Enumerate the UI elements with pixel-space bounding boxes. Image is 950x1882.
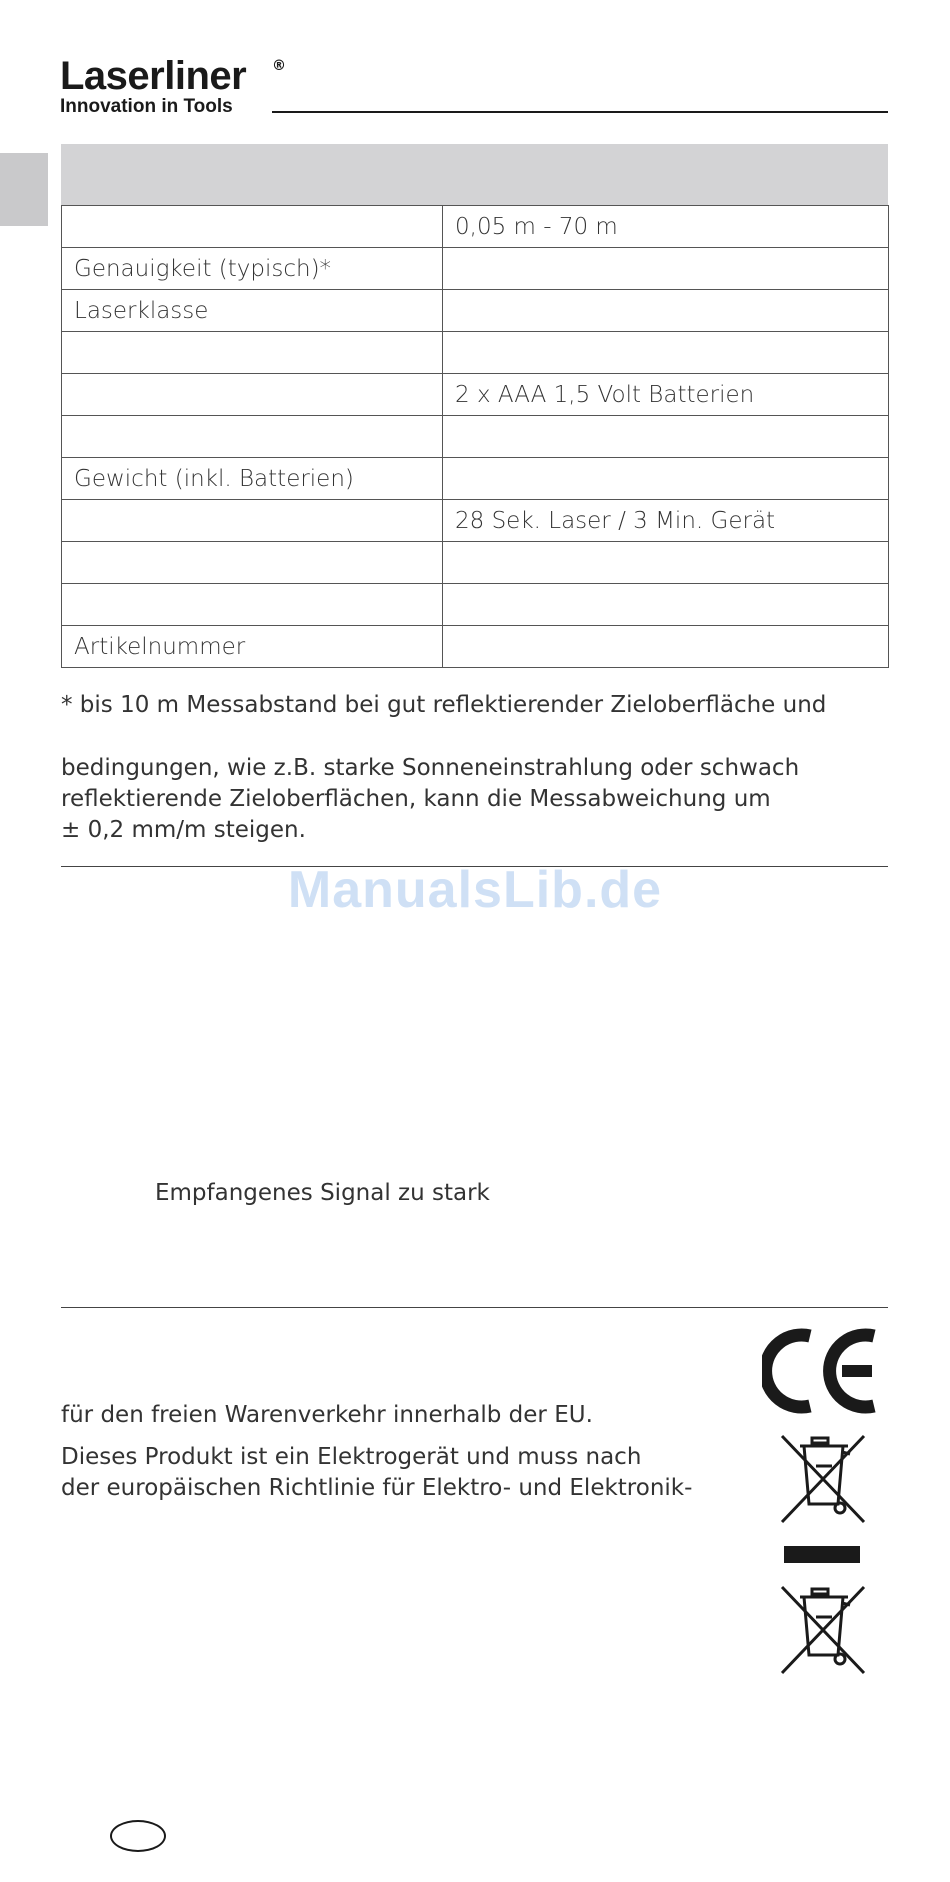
- spec-row: [62, 248, 889, 290]
- language-badge: [110, 1820, 166, 1852]
- spec-value: [443, 542, 889, 584]
- spec-label: Genauigkeit (typisch)*: [62, 248, 443, 290]
- eu-line-2: Dieses Produkt ist ein Elektrogerät und muss nach: [61, 1444, 642, 1470]
- eu-line-3: der europäischen Richtlinie für Elektro- und Elektronik-: [61, 1475, 693, 1501]
- spec-label: [62, 332, 443, 374]
- spec-value: [443, 290, 889, 332]
- spec-label: [62, 206, 443, 248]
- watermark: ManualsLib.de: [287, 861, 663, 919]
- spec-row: [62, 542, 889, 584]
- footnote-line-4: ± 0,2 mm/m steigen.: [61, 817, 306, 843]
- spec-value: [443, 416, 889, 458]
- black-bar: [784, 1546, 860, 1563]
- spec-value: [443, 626, 889, 668]
- error-message: Empfangenes Signal zu stark: [155, 1180, 490, 1206]
- brand-logo: [60, 54, 286, 118]
- spec-row: [62, 290, 889, 332]
- section-divider: [61, 1307, 888, 1308]
- spec-label: Gewicht (inkl. Batterien): [62, 458, 443, 500]
- spec-label: [62, 500, 443, 542]
- footnote-line-1: * bis 10 m Messabstand bei gut reflektierender Zieloberfläche und: [61, 692, 827, 718]
- spec-row: [62, 416, 889, 458]
- spec-value: 0,05 m - 70 m: [443, 206, 889, 248]
- eu-line-1: für den freien Warenverkehr innerhalb der EU.: [61, 1402, 593, 1428]
- spec-row: [62, 584, 889, 626]
- side-tab-marker: [0, 153, 48, 226]
- spec-value: [443, 248, 889, 290]
- spec-table: [61, 205, 889, 668]
- footnote-line-2: bedingungen, wie z.B. starke Sonneneinstrahlung oder schwach: [61, 755, 800, 781]
- brand-name: Laserliner: [60, 54, 247, 98]
- header-rule: [272, 111, 888, 113]
- spec-row: [62, 500, 889, 542]
- table-header: [61, 144, 888, 205]
- crossed-out-bin-icon: [776, 1583, 870, 1677]
- spec-label: Artikelnummer: [62, 626, 443, 668]
- spec-value: [443, 332, 889, 374]
- spec-row: [62, 458, 889, 500]
- crossed-out-bin-icon: [776, 1432, 870, 1526]
- spec-value: [443, 584, 889, 626]
- spec-value: 2 x AAA 1,5 Volt Batterien: [443, 374, 889, 416]
- spec-row: [62, 626, 889, 668]
- ce-mark-icon: [762, 1328, 882, 1414]
- spec-value: 28 Sek. Laser / 3 Min. Gerät: [443, 500, 889, 542]
- spec-row: [62, 374, 889, 416]
- footnote-line-3: reflektierende Zieloberflächen, kann die Messabweichung um: [61, 786, 771, 812]
- spec-label: [62, 584, 443, 626]
- brand-tagline: Innovation in Tools: [60, 96, 233, 117]
- spec-label: Laserklasse: [62, 290, 443, 332]
- spec-row: [62, 206, 889, 248]
- spec-label: [62, 374, 443, 416]
- spec-label: [62, 416, 443, 458]
- registered-mark: ®: [272, 58, 286, 74]
- spec-row: [62, 332, 889, 374]
- spec-label: [62, 542, 443, 584]
- spec-value: [443, 458, 889, 500]
